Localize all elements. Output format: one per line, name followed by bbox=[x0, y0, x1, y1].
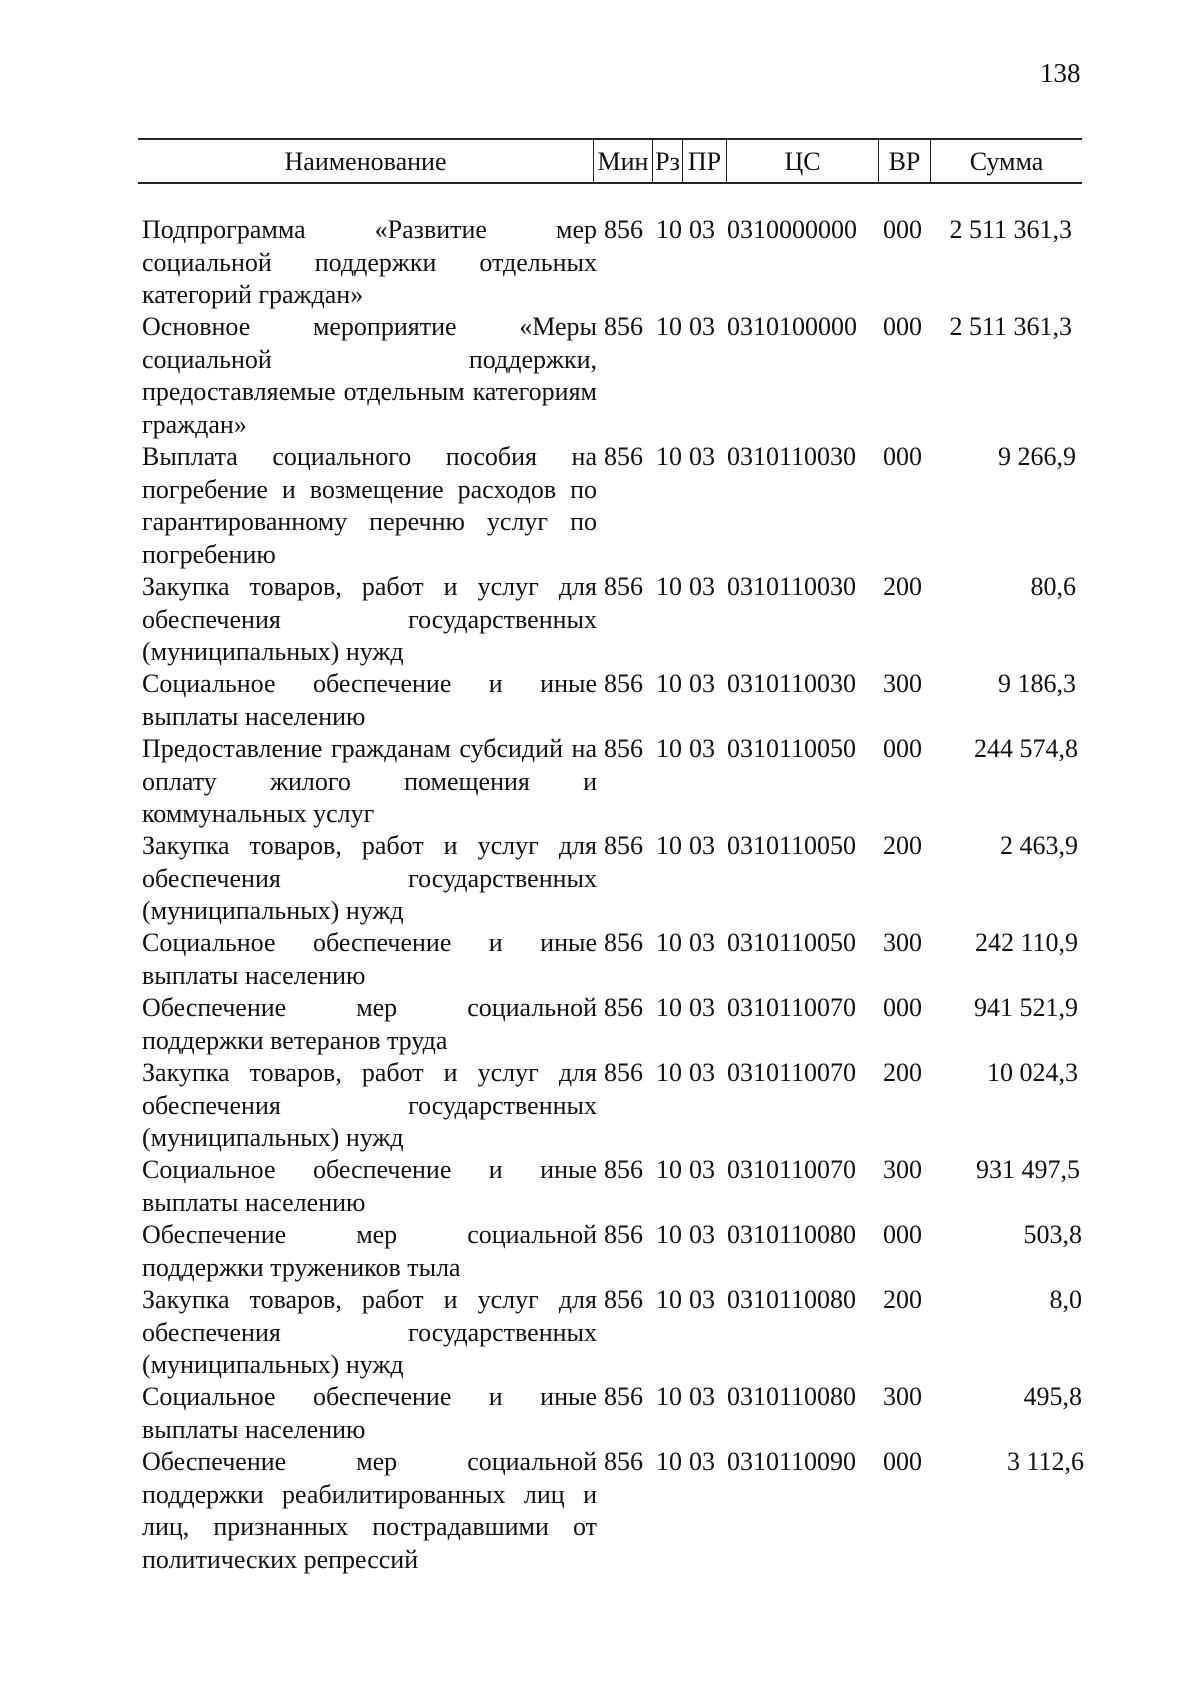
row-pr: 03 bbox=[689, 442, 715, 471]
row-name: Социальное обеспечение и иные выплаты населению bbox=[142, 928, 597, 990]
row-vr: 300 bbox=[883, 928, 922, 957]
row-pr: 03 bbox=[689, 669, 715, 698]
row-min: 856 bbox=[604, 1155, 643, 1184]
row-min: 856 bbox=[604, 1058, 643, 1087]
row-name: Обеспечение мер социальной поддержки реабилитированных лиц и лиц, признанных пострадавшими от политических репрессий bbox=[142, 1447, 597, 1574]
row-sum: 244 574,8 bbox=[974, 734, 1078, 763]
row-rz: 10 bbox=[656, 215, 682, 244]
row-min: 856 bbox=[604, 312, 643, 341]
row-vr: 000 bbox=[883, 993, 922, 1022]
row-name: Социальное обеспечение и иные выплаты населению bbox=[142, 669, 597, 731]
row-pr: 03 bbox=[689, 734, 715, 763]
row-min: 856 bbox=[604, 1382, 643, 1411]
row-rz: 10 bbox=[656, 993, 682, 1022]
row-vr: 200 bbox=[883, 831, 922, 860]
row-cs: 0310110050 bbox=[727, 928, 857, 957]
row-min: 856 bbox=[604, 831, 643, 860]
row-vr: 300 bbox=[883, 1155, 922, 1184]
row-pr: 03 bbox=[689, 1285, 715, 1314]
table-header bbox=[138, 138, 1082, 184]
row-cs: 0310100000 bbox=[727, 312, 857, 341]
row-pr: 03 bbox=[689, 1220, 715, 1249]
row-sum: 495,8 bbox=[1023, 1382, 1082, 1411]
row-name: Закупка товаров, работ и услуг для обеспечения государственных (муниципальных) нужд bbox=[142, 1058, 597, 1153]
row-sum: 941 521,9 bbox=[974, 993, 1078, 1022]
row-vr: 300 bbox=[883, 1382, 922, 1411]
header-pr: ПР bbox=[682, 140, 726, 182]
row-pr: 03 bbox=[689, 1447, 715, 1476]
row-sum: 2 463,9 bbox=[1000, 831, 1078, 860]
row-min: 856 bbox=[604, 928, 643, 957]
row-sum: 242 110,9 bbox=[974, 928, 1078, 957]
row-sum: 9 186,3 bbox=[998, 669, 1076, 698]
row-cs: 0310110090 bbox=[727, 1447, 857, 1476]
row-vr: 000 bbox=[883, 1447, 922, 1476]
row-name: Обеспечение мер социальной поддержки тружеников тыла bbox=[142, 1220, 597, 1282]
header-cs: ЦС bbox=[726, 140, 878, 182]
row-vr: 000 bbox=[883, 1220, 922, 1249]
row-sum: 2 511 361,3 bbox=[949, 215, 1072, 244]
row-rz: 10 bbox=[656, 442, 682, 471]
row-min: 856 bbox=[604, 442, 643, 471]
row-sum: 10 024,3 bbox=[987, 1058, 1078, 1087]
row-sum: 2 511 361,3 bbox=[949, 312, 1072, 341]
row-rz: 10 bbox=[656, 1285, 682, 1314]
row-vr: 200 bbox=[883, 572, 922, 601]
page-number: 138 bbox=[1040, 58, 1081, 88]
row-cs: 0310110030 bbox=[727, 442, 857, 471]
row-cs: 0310110080 bbox=[727, 1382, 857, 1411]
row-pr: 03 bbox=[689, 831, 715, 860]
row-min: 856 bbox=[604, 1447, 643, 1476]
row-name: Закупка товаров, работ и услуг для обеспечения государственных (муниципальных) нужд bbox=[142, 572, 597, 667]
row-sum: 80,6 bbox=[1030, 572, 1076, 601]
row-cs: 0310000000 bbox=[727, 215, 857, 244]
header-min: Мин bbox=[593, 140, 652, 182]
row-pr: 03 bbox=[689, 1382, 715, 1411]
row-min: 856 bbox=[604, 669, 643, 698]
row-rz: 10 bbox=[656, 1220, 682, 1249]
row-cs: 0310110070 bbox=[727, 993, 857, 1022]
row-cs: 0310110080 bbox=[727, 1285, 857, 1314]
row-rz: 10 bbox=[656, 572, 682, 601]
row-vr: 200 bbox=[883, 1285, 922, 1314]
row-vr: 000 bbox=[883, 215, 922, 244]
row-rz: 10 bbox=[656, 928, 682, 957]
row-pr: 03 bbox=[689, 1155, 715, 1184]
row-name: Выплата социального пособия на погребение и возмещение расходов по гарантированному перечню услуг по погребению bbox=[142, 442, 597, 569]
row-cs: 0310110070 bbox=[727, 1155, 857, 1184]
header-rz: Рз bbox=[652, 140, 682, 182]
row-pr: 03 bbox=[689, 312, 715, 341]
row-name: Закупка товаров, работ и услуг для обеспечения государственных (муниципальных) нужд bbox=[142, 1285, 597, 1380]
row-cs: 0310110030 bbox=[727, 572, 857, 601]
header-sum: Сумма bbox=[930, 140, 1082, 182]
row-name: Обеспечение мер социальной поддержки ветеранов труда bbox=[142, 993, 597, 1055]
row-vr: 000 bbox=[883, 442, 922, 471]
row-min: 856 bbox=[604, 1220, 643, 1249]
row-vr: 000 bbox=[883, 312, 922, 341]
row-cs: 0310110080 bbox=[727, 1220, 857, 1249]
row-vr: 200 bbox=[883, 1058, 922, 1087]
row-sum: 9 266,9 bbox=[998, 442, 1076, 471]
row-rz: 10 bbox=[656, 831, 682, 860]
row-name: Закупка товаров, работ и услуг для обеспечения государственных (муниципальных) нужд bbox=[142, 831, 597, 926]
row-cs: 0310110030 bbox=[727, 669, 857, 698]
row-name: Социальное обеспечение и иные выплаты населению bbox=[142, 1155, 597, 1217]
row-rz: 10 bbox=[656, 734, 682, 763]
row-rz: 10 bbox=[656, 1382, 682, 1411]
row-sum: 503,8 bbox=[1023, 1220, 1082, 1249]
row-name: Подпрограмма «Развитие мер социальной поддержки отдельных категорий граждан» bbox=[142, 215, 597, 310]
row-min: 856 bbox=[604, 215, 643, 244]
header-vr: ВР bbox=[878, 140, 930, 182]
row-rz: 10 bbox=[656, 312, 682, 341]
row-vr: 000 bbox=[883, 734, 922, 763]
row-pr: 03 bbox=[689, 1058, 715, 1087]
row-cs: 0310110050 bbox=[727, 831, 857, 860]
row-pr: 03 bbox=[689, 215, 715, 244]
row-min: 856 bbox=[604, 572, 643, 601]
row-cs: 0310110070 bbox=[727, 1058, 857, 1087]
row-name: Социальное обеспечение и иные выплаты населению bbox=[142, 1382, 597, 1444]
header-name: Наименование bbox=[284, 147, 447, 176]
row-pr: 03 bbox=[689, 572, 715, 601]
row-rz: 10 bbox=[656, 1447, 682, 1476]
row-min: 856 bbox=[604, 993, 643, 1022]
row-sum: 931 497,5 bbox=[976, 1155, 1080, 1184]
row-min: 856 bbox=[604, 1285, 643, 1314]
row-name: Основное мероприятие «Меры социальной поддержки, предоставляемые отдельным категориям граждан» bbox=[142, 312, 597, 439]
row-name: Предоставление гражданам субсидий на оплату жилого помещения и коммунальных услуг bbox=[142, 734, 597, 829]
row-pr: 03 bbox=[689, 928, 715, 957]
row-rz: 10 bbox=[656, 669, 682, 698]
row-sum: 3 112,6 bbox=[1006, 1447, 1084, 1476]
row-rz: 10 bbox=[656, 1058, 682, 1087]
row-min: 856 bbox=[604, 734, 643, 763]
row-cs: 0310110050 bbox=[727, 734, 857, 763]
row-rz: 10 bbox=[656, 1155, 682, 1184]
row-vr: 300 bbox=[883, 669, 922, 698]
row-pr: 03 bbox=[689, 993, 715, 1022]
row-sum: 8,0 bbox=[1049, 1285, 1082, 1314]
